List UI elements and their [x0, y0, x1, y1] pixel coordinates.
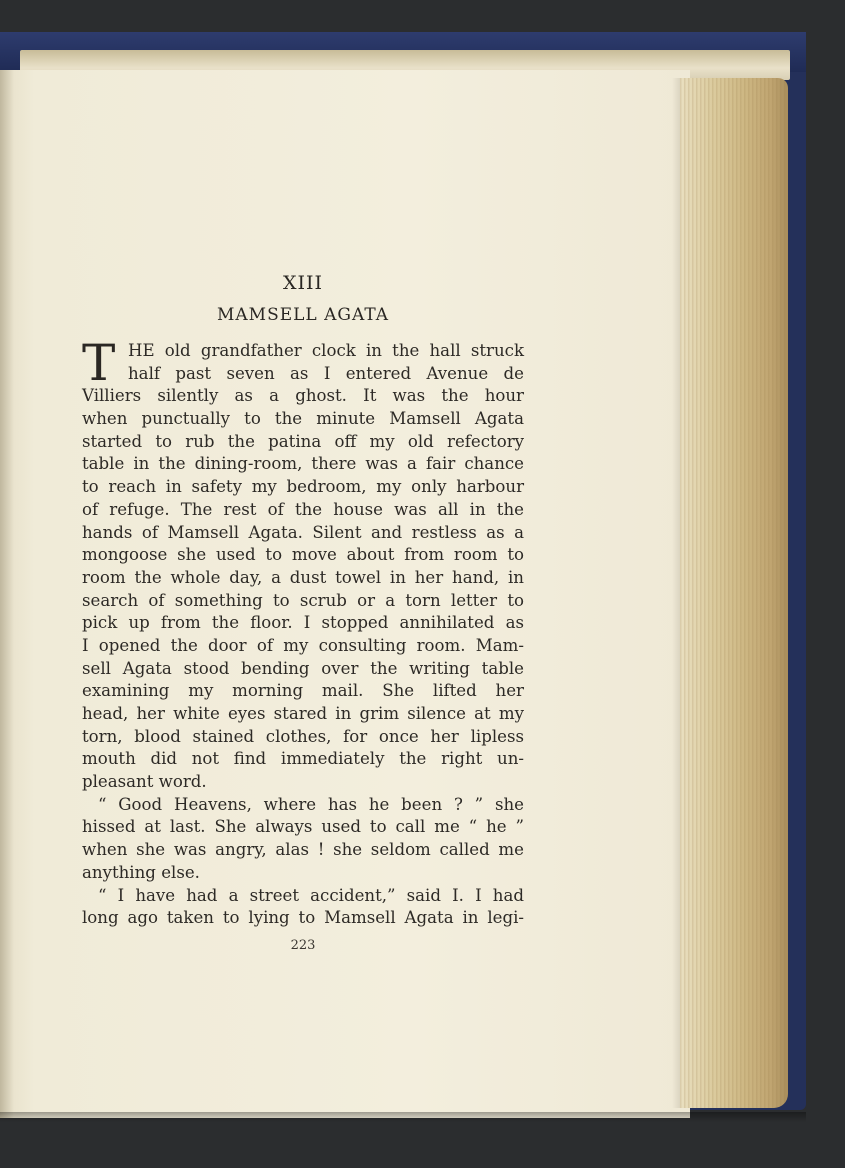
page-block-fore-edge	[680, 78, 788, 1108]
text-line: of refuge. The rest of the house was all in the	[82, 499, 524, 519]
text-line: long ago taken to lying to Mamsell Agata in legi-	[82, 908, 524, 928]
text-line: half past seven as I entered Avenue de	[128, 363, 524, 383]
text-line: search of something to scrub or a torn letter to	[82, 590, 524, 610]
text-line: HE old grandfather clock in the hall struck	[128, 341, 524, 360]
text-line: when punctually to the minute Mamsell Agata	[82, 409, 524, 429]
text-line: Villiers silently as a ghost. It was the hour	[82, 386, 524, 406]
text-line: mouth did not find immediately the right un-	[82, 749, 524, 769]
text-line: head, her white eyes stared in grim silence at my	[82, 704, 524, 723]
text-line: torn, blood stained clothes, for once her lipless	[82, 726, 524, 746]
drop-cap: T	[82, 334, 116, 392]
chapter-number: XIII	[282, 272, 324, 294]
chapter-title: MAMSELL AGATA	[216, 305, 390, 325]
text-line: pick up from the floor. I stopped annihilated as	[82, 613, 524, 633]
text-line: when she was angry, alas ! she seldom called me	[82, 840, 524, 860]
text-line: hissed at last. She always used to call me “ he ”	[82, 817, 524, 837]
text-line: to reach in safety my bedroom, my only harbour	[82, 477, 524, 497]
text-line: table in the dining-room, there was a fair chance	[82, 454, 524, 474]
text-line: pleasant word.	[82, 772, 207, 792]
text-line: “ I have had a street accident,” said I. I had	[98, 885, 524, 905]
text-line: sell Agata stood bending over the writing table	[82, 658, 524, 678]
text-line: “ Good Heavens, where has he been ? ” she	[98, 794, 524, 814]
page-number: 223	[290, 938, 316, 953]
text-line: hands of Mamsell Agata. Silent and restless as a	[82, 522, 524, 542]
text-line: I opened the door of my consulting room. Mam-	[82, 635, 524, 655]
text-line: anything else.	[82, 862, 200, 882]
text-line: mongoose she used to move about from room to	[82, 545, 524, 565]
chapter-body	[82, 334, 524, 930]
text-line: examining my morning mail. She lifted her	[82, 681, 524, 701]
text-line: started to rub the patina off my old refectory	[82, 431, 524, 451]
text-line: room the whole day, a dust towel in her hand, in	[82, 567, 524, 587]
book-bottom-shadow	[0, 1112, 806, 1122]
gutter-shadow	[0, 70, 14, 1118]
